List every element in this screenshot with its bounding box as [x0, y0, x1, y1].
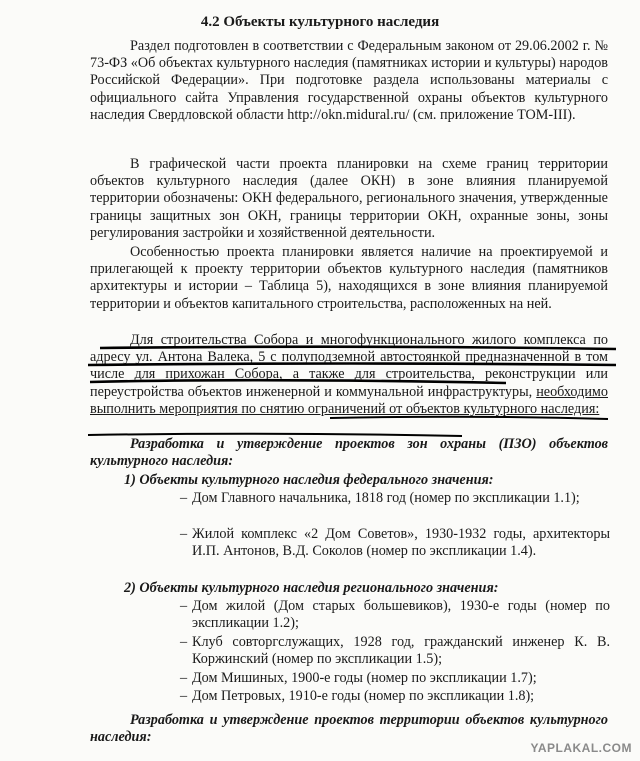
list-item-text: Дом Петровых, 1910-е годы (номер по экспликации 1.8);	[192, 688, 535, 704]
section-title: 4.2 Объекты культурного наследия	[200, 14, 440, 30]
heading-territory: Разработка и утверждение проектов территории объектов культурного наследия:	[90, 712, 608, 746]
list-item	[0, 526, 640, 580]
list-item	[0, 598, 640, 634]
dash-bullet: –	[180, 526, 188, 542]
list-item-text: Жилой комплекс «2 Дом Советов», 1930-1932 годы, архитекторы И.П. Антонов, В.Д. Соколов (номер по экспликации 1.4).	[192, 526, 610, 560]
list-item-text: Дом жилой (Дом старых большевиков), 1930-е годы (номер по экспликации 1.2);	[192, 598, 610, 632]
watermark: YAPLAKAL.COM	[530, 741, 632, 755]
list-item	[0, 688, 640, 706]
dash-bullet: –	[180, 598, 188, 614]
dash-bullet: –	[180, 490, 188, 506]
dash-bullet: –	[180, 688, 188, 704]
paragraph-intro: Раздел подготовлен в соответствии с Федеральным законом от 29.06.2002 г. № 73-ФЗ «Об объектах культурного наследия (памятниках истории и культуры) народов Российской Федерации». При подготовке раздела использованы материалы с официального сайта Управления государственной охраны объектов культурного наследия Свердловской области http://okn.midural.ru/ (см. приложение ТОМ-III).	[90, 38, 608, 123]
list-item	[0, 490, 640, 526]
underlined-text-measures: необходимо выполнить мероприятия по снятию ограничений от объектов культурного наследия:	[90, 383, 608, 417]
dash-bullet: –	[180, 634, 188, 650]
subheading-federal: 1) Объекты культурного наследия федерального значения:	[124, 472, 494, 488]
paragraph-graphics: В графической части проекта планировки на схеме границ территории объектов культурного наследия (далее ОКН) в зоне влияния планируемой территории обозначены: ОКН федерального, регионального значения, утвержденные границы защитных зон ОКН, границы территории ОКН, охранные зоны, зоны регулирования застройки и хозяйственной деятельности.	[90, 156, 608, 241]
underlined-text-construction: Для строительства Собора и многофункционального жилого комплекса по адресу ул. Антона Валека, 5 с полуподземной автостоянкой предназначенной в том числе для прихожан Собора,	[90, 332, 608, 383]
list-item-text: Клуб совторгслужащих, 1928 год, гражданский инженер К. В. Коржинский (номер по экспликации 1.5);	[192, 634, 610, 668]
list-item-text: Дом Главного начальника, 1818 год (номер по экспликации 1.1);	[192, 490, 580, 506]
dash-bullet: –	[180, 670, 188, 686]
list-item-text: Дом Мишиных, 1900-е годы (номер по экспликации 1.7);	[192, 670, 537, 686]
paragraph-construction	[90, 332, 608, 418]
subheading-regional: 2) Объекты культурного наследия регионального значения:	[124, 580, 499, 596]
list-item	[0, 670, 640, 688]
heading-pzo: Разработка и утверждение проектов зон охраны (ПЗО) объектов культурного наследия:	[90, 436, 608, 470]
paragraph-features: Особенностью проекта планировки является наличие на проектируемой и прилегающей к проекту территории объектов культурного наследия (памятников архитектуры и истории – Таблица 5), находящихся в зоне влияния планируемой территории и объектов капитального строительства, расположенных на ней.	[90, 244, 608, 312]
list-item	[0, 634, 640, 670]
text-infrastructure: а также для строительства, реконструкции или переустройства объектов инженерной и коммунальной инфраструктуры,	[90, 366, 608, 400]
